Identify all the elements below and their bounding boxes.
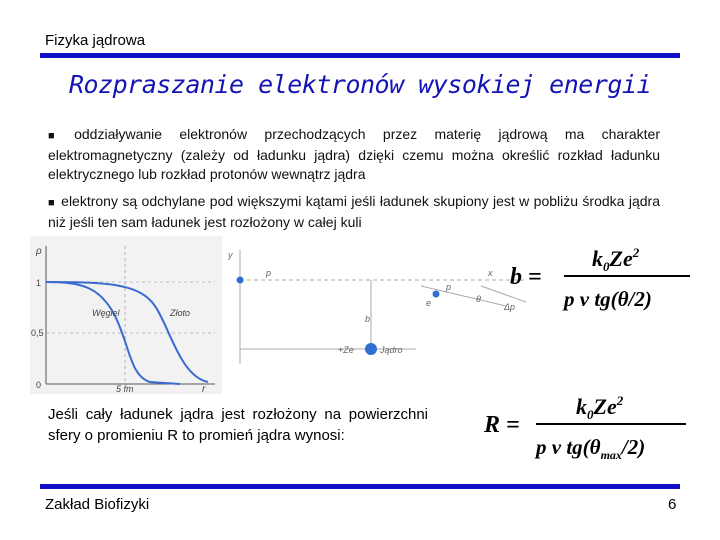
outgoing-momentum-label: p	[446, 282, 452, 292]
bullet-item	[48, 125, 660, 184]
radius-note: Jeśli cały ładunek jądra jest rozłożony na powierzchni sfery o promieniu R to promień jądra wynosi:	[48, 406, 428, 444]
footer-department: Zakład Biofizyki	[45, 496, 150, 513]
bullet-marker-icon: ■	[48, 197, 56, 209]
formula-lhs: b =	[510, 264, 542, 290]
impact-parameter-label: b	[365, 314, 371, 324]
electron-label: e	[426, 298, 432, 308]
slide-title: Rozpraszanie elektronów wysokiej energii	[68, 70, 652, 99]
bullet-marker-icon: ■	[48, 130, 69, 142]
nucleus-label: Jądro	[380, 345, 403, 355]
momentum-change-label: Δp	[504, 302, 516, 312]
electron-scattered-icon	[433, 291, 440, 298]
top-rule	[40, 53, 680, 58]
figure-background	[30, 236, 222, 394]
x-tick-label: 5 fm	[116, 384, 134, 394]
nucleus-icon	[365, 343, 377, 355]
page-number: 6	[668, 496, 677, 513]
bottom-rule	[40, 484, 680, 489]
y-tick-label: 1	[36, 278, 42, 288]
y-label: y	[228, 250, 233, 260]
bullet-text: oddziaływanie elektronów przechodzących przez materię jądrową ma charakter elektromagnetyczny (zależy od ładunku jądra) dzięki czemu można określić rozkład ładunku elektrycznego lub rozkład protonów wewnątrz jądra	[48, 126, 660, 182]
formula-lhs: R =	[484, 412, 520, 438]
formula-denominator: p v tg(θ/2)	[564, 287, 652, 311]
formula-numerator: $k_0Ze^2$	[592, 245, 640, 274]
y-axis-label: ρ	[36, 246, 42, 257]
nuclear-radius-formula	[480, 386, 690, 466]
x-label: x	[488, 268, 493, 278]
y-tick-label: 0,5	[31, 328, 44, 338]
bullet-item	[48, 192, 660, 232]
incident-momentum-label: p	[266, 268, 272, 278]
scattering-geometry-figure	[226, 244, 532, 370]
x-axis-label: r	[202, 384, 206, 394]
charge-label: +Ze	[338, 345, 354, 355]
bullet-text: elektrony są odchylane pod większymi kątami jeśli ładunek skupiony jest w pobliżu środka jądra niż jeśli ten sam ładunek jest rozłożony w całej kuli	[48, 193, 660, 230]
charge-distribution-figure	[30, 236, 222, 394]
electron-start-icon	[237, 277, 244, 284]
angle-label: θ	[476, 294, 481, 304]
y-tick-label: 0	[36, 380, 42, 390]
header-label: Fizyka jądrowa	[45, 32, 146, 49]
curve-label-carbon: Węgiel	[92, 308, 120, 318]
curve-label-gold: Złoto	[170, 308, 191, 318]
formula-denominator: p v $tg(\theta_{max}/2)$	[536, 435, 646, 462]
impact-parameter-formula	[508, 240, 698, 316]
formula-numerator: $k_0Ze^2$	[576, 393, 624, 422]
